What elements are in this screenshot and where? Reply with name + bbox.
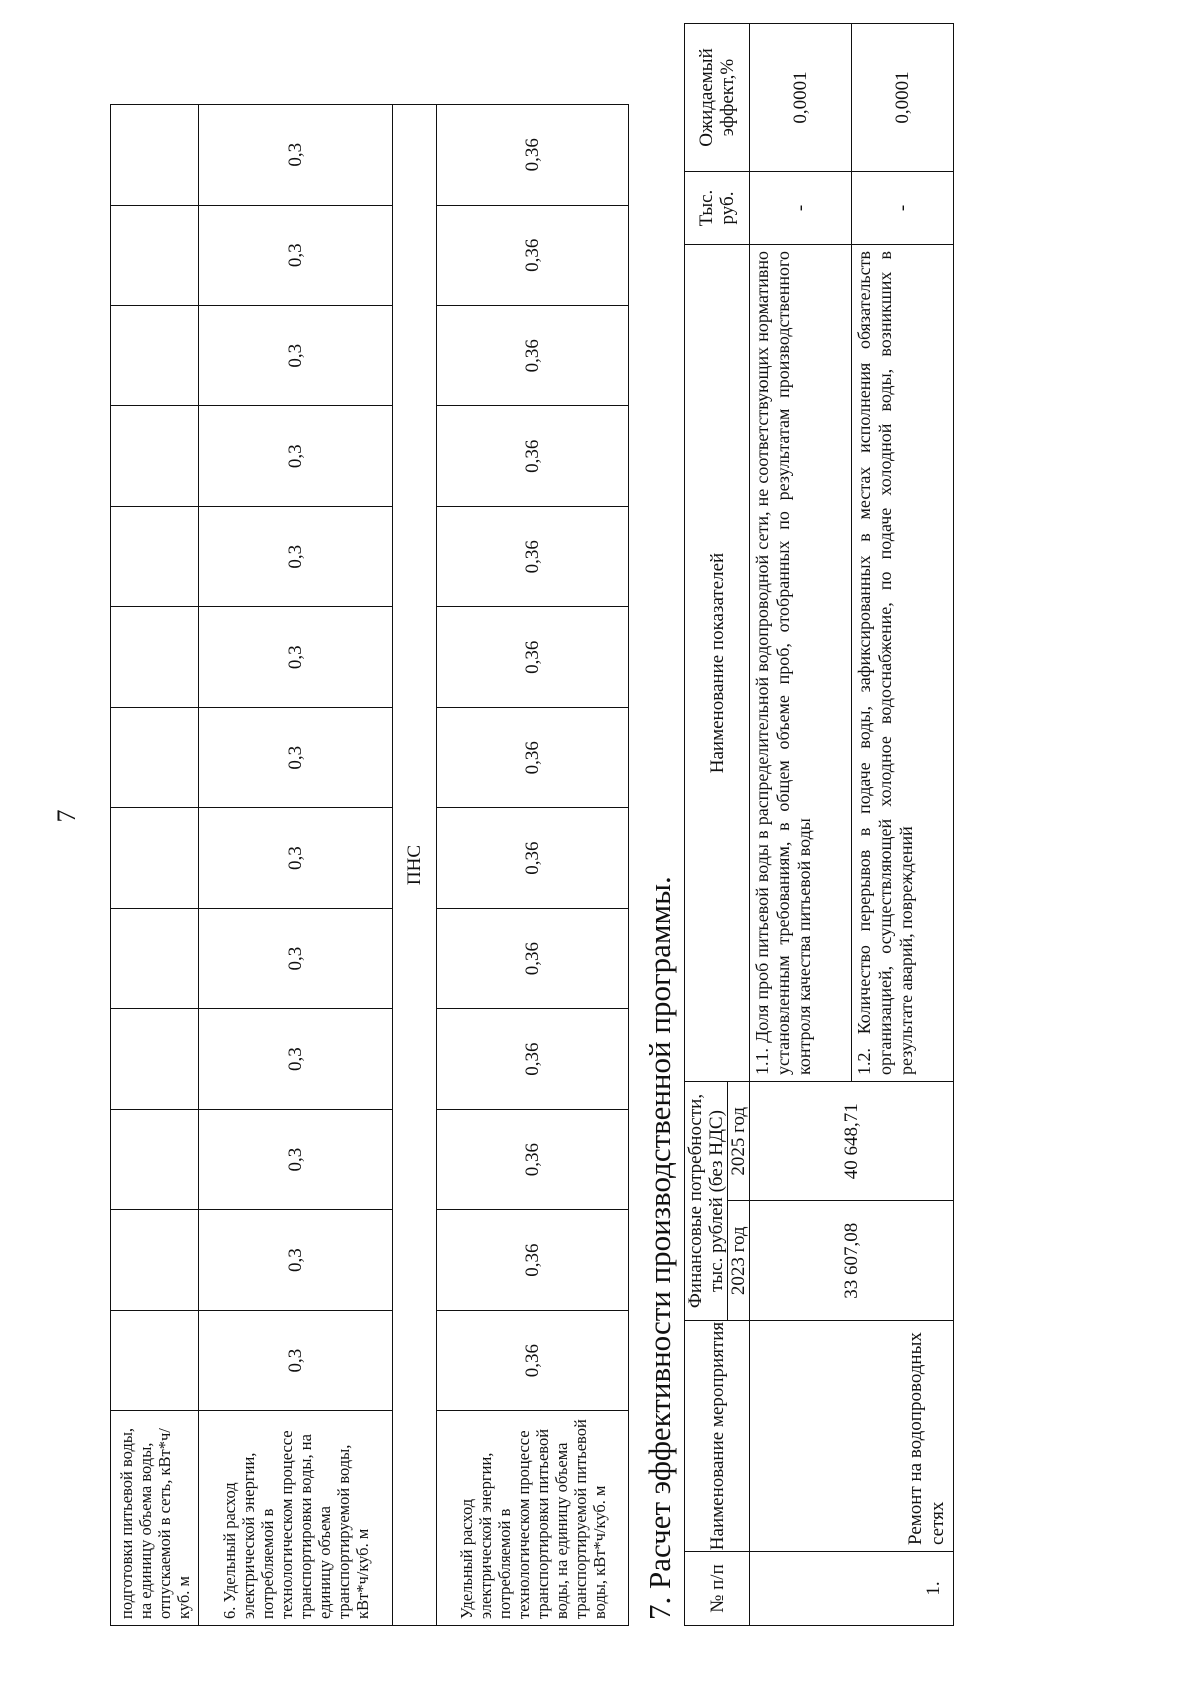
table-row — [750, 24, 852, 1626]
header-effect: Ожидаемый эффект,% — [685, 24, 750, 172]
cell-value: 0,36 — [437, 205, 629, 305]
cell-value — [111, 205, 199, 305]
cell-value: 0,36 — [437, 506, 629, 606]
row-label: 6. Удельный расход электрической энергии, потребляемой в технологическом процессе транспортировки воды, на единицу объема транспортируемой воды, кВт*ч/куб. м — [199, 1411, 393, 1626]
cell-value — [111, 808, 199, 908]
header-indicators: Наименование показателей — [685, 245, 750, 1082]
cell-value — [111, 406, 199, 506]
cell-value — [111, 1310, 199, 1410]
cell-value: 0,36 — [437, 1210, 629, 1310]
indicator-effect: 0,0001 — [852, 24, 954, 172]
cell-value: 0,3 — [199, 607, 393, 707]
cell-value: 0,36 — [437, 808, 629, 908]
cell-value — [111, 1009, 199, 1109]
cell-value — [111, 607, 199, 707]
cell-value — [111, 506, 199, 606]
header-num: № п/п — [685, 1552, 750, 1626]
row-num: 1. — [750, 1552, 954, 1626]
measure-name: Ремонт на водопроводных сетях — [750, 1321, 954, 1552]
cell-value — [111, 707, 199, 807]
cell-value: 0,3 — [199, 205, 393, 305]
cell-value — [111, 306, 199, 406]
row-label: Удельный расход электрической энергии, потребляемой в технологическом процессе транспортировки питьевой воды, на единицу объема транспортируемой питьевой воды, кВт*ч/куб. м — [437, 1411, 629, 1626]
indicators-table — [110, 104, 629, 1626]
cell-value: 0,3 — [199, 1210, 393, 1310]
cell-value: 0,3 — [199, 406, 393, 506]
cell-value: 0,36 — [437, 406, 629, 506]
table-row — [437, 105, 629, 1626]
cell-value — [111, 1210, 199, 1310]
cell-value: 0,36 — [437, 908, 629, 1008]
cell-value: 0,3 — [199, 1109, 393, 1209]
header-row — [685, 24, 728, 1626]
cell-value: 0,36 — [437, 607, 629, 707]
cell-value — [111, 1109, 199, 1209]
page-number: 7 — [52, 809, 81, 823]
cell-value: 0,36 — [437, 306, 629, 406]
cell-value: 0,3 — [199, 707, 393, 807]
cell-value: 0,3 — [199, 808, 393, 908]
value-2023: 33 607,08 — [750, 1201, 954, 1321]
table-row — [199, 105, 393, 1626]
efficiency-table — [684, 23, 954, 1626]
cell-value: 0,3 — [199, 1009, 393, 1109]
header-name: Наименование мероприятия — [685, 1321, 750, 1552]
cell-value: 0,3 — [199, 1310, 393, 1410]
section-title: 7. Расчет эффективности производственной программы. — [642, 876, 677, 1620]
header-thousand-rub: Тыс. руб. — [685, 172, 750, 245]
cell-value: 0,3 — [199, 908, 393, 1008]
indicator-text: 1.2. Количество перерывов в подаче воды, зафиксированных в местах исполнения обязательств организацией, осуществляющей холодное водоснабжение, по подаче холодной воды, возникших в результате аварий, повреждений — [852, 245, 954, 1082]
cell-value: 0,3 — [199, 506, 393, 606]
value-2025: 40 648,71 — [750, 1082, 954, 1202]
indicator-text: 1.1. Доля проб питьевой воды в распределительной водопроводной сети, не соответствующих нормативно установленным требованиям, в общем объеме проб, отобранных по результатам производственного контроля качества питьевой воды — [750, 245, 852, 1082]
indicator-rub: - — [852, 172, 954, 245]
header-year-2025: 2025 год — [728, 1082, 750, 1202]
cell-value: 0,36 — [437, 1310, 629, 1410]
header-year-2023: 2023 год — [728, 1201, 750, 1321]
cell-value: 0,36 — [437, 105, 629, 206]
cell-value: 0,36 — [437, 1109, 629, 1209]
cell-value — [111, 908, 199, 1008]
section-label-pns: ПНС — [393, 105, 437, 1626]
cell-value: 0,36 — [437, 1009, 629, 1109]
indicator-effect: 0,0001 — [750, 24, 852, 172]
header-finance: Финансовые потребности, тыс. рублей (без НДС) — [685, 1082, 728, 1321]
cell-value: 0,3 — [199, 306, 393, 406]
table-row-section — [393, 105, 437, 1626]
table-row — [111, 105, 199, 1626]
row-label: подготовки питьевой воды, на единицу объема воды, отпускаемой в сеть, кВт*ч/куб. м — [111, 1411, 199, 1626]
indicator-rub: - — [750, 172, 852, 245]
cell-value: 0,3 — [199, 105, 393, 206]
cell-value: 0,36 — [437, 707, 629, 807]
cell-value — [111, 105, 199, 206]
